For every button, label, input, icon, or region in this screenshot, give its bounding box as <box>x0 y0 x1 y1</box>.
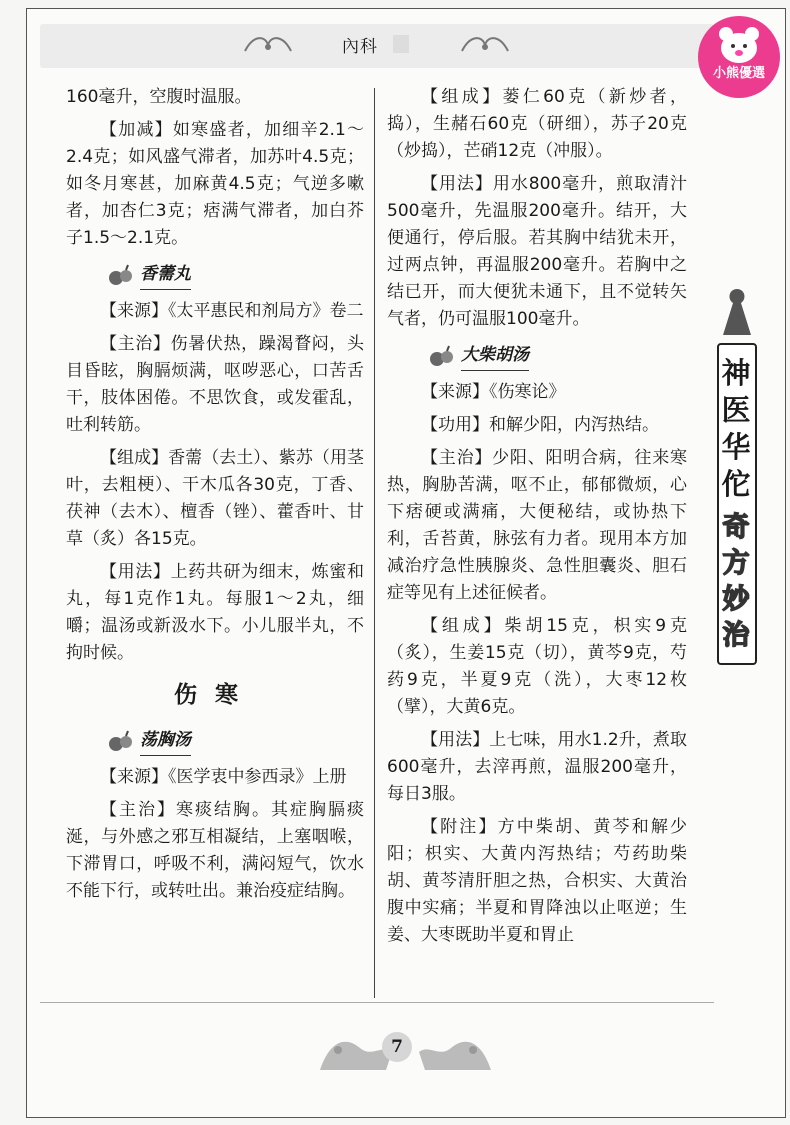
paragraph: 【来源】《伤寒论》 <box>421 382 566 402</box>
paragraph: 【组成】柴胡15克，枳实9克（炙），生姜15克（切），黄芩9克，芍药9克，半夏9克（洗），大枣12枚（擘），大黄6克。 <box>387 616 687 717</box>
gourd-icon <box>427 345 455 367</box>
paragraph: 【主治】少阳、阳明合病，往来寒热，胸胁苦满，呕不止，郁郁微烦，心下痞硬或满痛，大便秘结，或协热下利，舌苔黄，脉弦有力者。现用本方加减治疗急性胰腺炎、急性胆囊炎、胆石症等见有上述征候者。 <box>387 448 687 603</box>
paragraph: 160毫升，空腹时温服。 <box>66 87 252 107</box>
recipe-heading <box>387 341 687 373</box>
store-badge <box>698 16 780 98</box>
recipe-heading <box>66 260 364 292</box>
side-tab-subtitle: 奇方妙治 <box>722 512 750 651</box>
recipe-heading <box>66 726 364 758</box>
chapter-title: 伤寒 <box>174 681 256 708</box>
left-column <box>66 84 364 911</box>
paragraph: 【组成】蒌仁60克（新炒者，捣），生赭石60克（研细），苏子20克（炒捣），芒硝12克（冲服）。 <box>387 87 687 161</box>
swirl-ornament-right <box>460 33 510 55</box>
paragraph: 【用法】上药共研为细末，炼蜜和丸，每1克作1丸。每服1～2丸，细嚼；温汤或新汲水下。小儿服半丸，不拘时候。 <box>66 562 364 663</box>
paragraph: 【来源】《医学衷中参西录》上册 <box>100 767 347 787</box>
right-column <box>387 84 687 955</box>
paragraph: 【附注】方中柴胡、黄芩和解少阳；枳实、大黄内泻热结；芍药助柴胡、黄芩清肝胆之热，合枳实、大黄治腹中实痛；半夏和胃降浊以止呕逆；生姜、大枣既助半夏和胃止 <box>387 817 687 945</box>
recipe-title: 香薷丸 <box>140 261 191 290</box>
badge-label: 小熊優選 <box>712 66 765 81</box>
swirl-ornament-left <box>243 33 293 55</box>
paragraph: 【用法】上七味，用水1.2升，煮取600毫升，去滓再煎，温服200毫升，每日3服。 <box>387 730 687 804</box>
paragraph: 【主治】伤暑伏热，躁渴瞀闷，头目昏眩，胸膈烦满，呕哕恶心，口苦舌干，肢体困倦。不思饮食，或发霍乱，吐利转筋。 <box>66 334 364 435</box>
recipe-title: 大柴胡汤 <box>461 342 529 371</box>
paragraph: 【来源】《太平惠民和剂局方》卷二 <box>100 301 364 321</box>
sage-figure-icon <box>717 285 757 340</box>
gourd-icon <box>106 264 134 286</box>
header-title: 內科 <box>342 37 378 57</box>
side-tab-title: 神医华佗 <box>721 356 751 501</box>
paragraph: 【组成】香薷（去土）、紫苏（用茎叶，去粗梗）、干木瓜各30克，丁香、茯神（去木）、檀香（锉）、藿香叶、甘草（炙）各15克。 <box>66 448 364 549</box>
dragon-ornament-right <box>415 1030 495 1078</box>
paragraph: 【用法】用水800毫升，煎取清汁500毫升，先温服200毫升。结开，大便通行，停后服。若其胸中结犹未开，过两点钟，再温服200毫升。若胸中之结已开，而大便犹未通下，且不觉转矢气者，仍可温服100毫升。 <box>387 174 687 329</box>
header-decoration <box>393 35 409 53</box>
paragraph: 【功用】和解少阳，内泻热结。 <box>421 415 659 435</box>
page-number: 7 <box>382 1032 412 1062</box>
footer-rule <box>40 1002 714 1003</box>
paragraph: 【主治】寒痰结胸。其症胸膈痰涎，与外感之邪互相凝结，上塞咽喉，下滞胃口，呼吸不利，满闷短气，饮水不能下行，或转吐出。兼治疫症结胸。 <box>66 800 364 901</box>
column-divider <box>374 88 375 998</box>
gourd-icon <box>106 730 134 752</box>
recipe-title: 荡胸汤 <box>140 727 191 756</box>
paragraph: 【加减】如寒盛者，加细辛2.1～2.4克；如风盛气滞者，加苏叶4.5克；如冬月寒甚，加麻黄4.5克；气逆多嗽者，加杏仁3克；痞满气滞者，加白芥子1.5～2.1克。 <box>66 120 364 248</box>
